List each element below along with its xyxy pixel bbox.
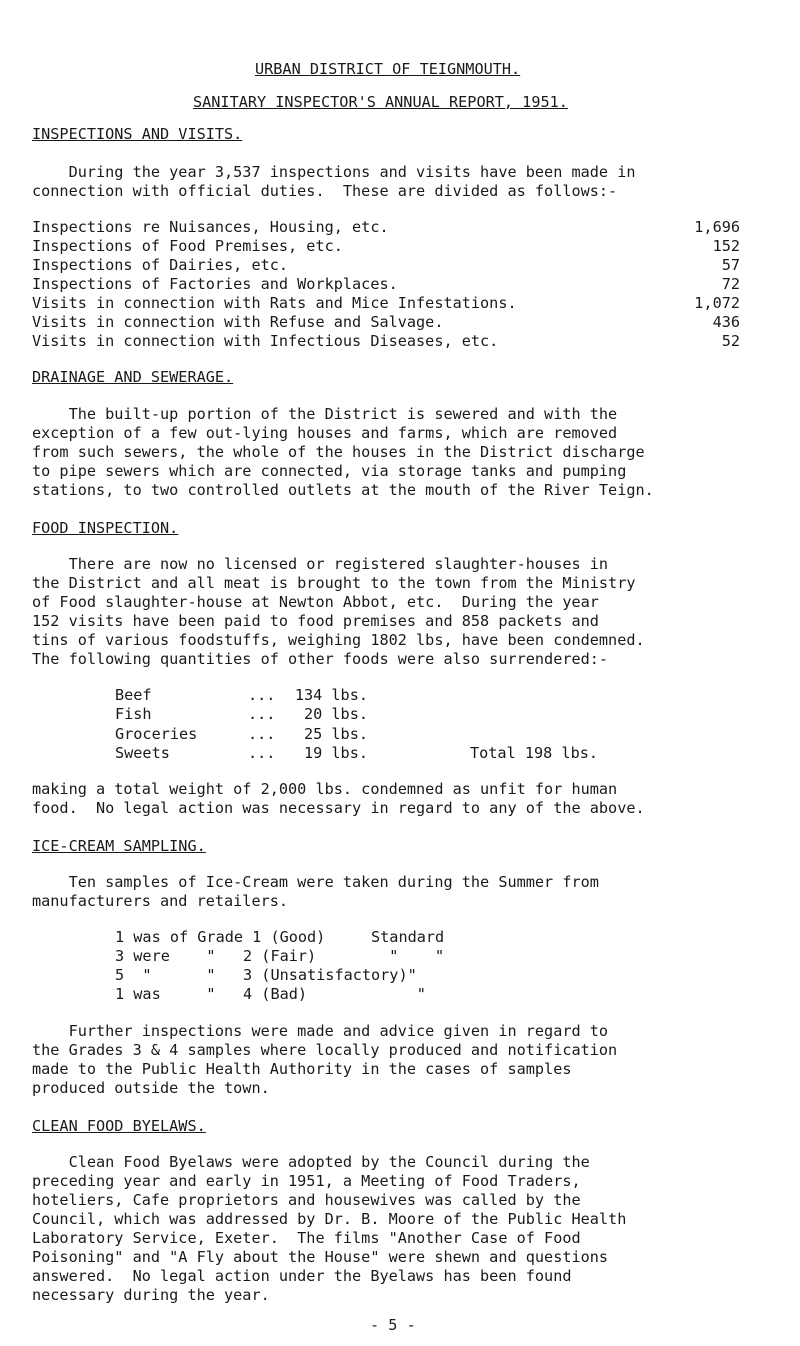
inspection-item-label: Visits in connection with Rats and Mice Infestations.	[32, 294, 517, 313]
byelaws-line: Poisoning" and "A Fly about the House" were shewn and questions	[32, 1248, 609, 1267]
inspection-item-value: 72	[721, 275, 740, 294]
district-title: URBAN DISTRICT OF TEIGNMOUTH.	[255, 60, 521, 78]
icecream-further-line: made to the Public Health Authority in the cases of samples	[32, 1059, 572, 1078]
drainage-line: stations, to two controlled outlets at the mouth of the River Teign.	[32, 480, 654, 499]
icecream-intro-line: manufacturers and retailers.	[32, 892, 289, 911]
page-number: - 5 -	[370, 1316, 416, 1335]
byelaws-line: answered. No legal action under the Byelaws has been found	[32, 1267, 572, 1286]
inspections-heading: INSPECTIONS AND VISITS.	[32, 124, 243, 143]
food-item-dots: ...	[248, 743, 276, 762]
food-line: 152 visits have been paid to food premises and 858 packets and	[32, 612, 599, 631]
food-item-qty: 19 lbs.	[303, 743, 368, 762]
food-item-dots: ...	[248, 686, 276, 705]
food-line: tins of various foodstuffs, weighing 1802 lbs, have been condemned.	[32, 631, 645, 650]
report-title: SANITARY INSPECTOR'S ANNUAL REPORT, 1951.	[193, 93, 568, 111]
inspection-item-label: Inspections re Nuisances, Housing, etc.	[32, 218, 389, 237]
food-closing-line: making a total weight of 2,000 lbs. condemned as unfit for human	[32, 779, 618, 798]
grade-row: 5 " " 3 (Unsatisfactory)"	[115, 966, 417, 985]
food-item-dots: ...	[248, 724, 276, 743]
inspection-item-label: Visits in connection with Infectious Diseases, etc.	[32, 332, 499, 351]
grade-row: 3 were " 2 (Fair) " "	[115, 947, 445, 966]
inspections-intro-line-2: connection with official duties. These are divided as follows:-	[32, 181, 618, 200]
food-item-dots: ...	[248, 705, 276, 724]
food-item-name: Groceries	[115, 724, 198, 743]
inspection-item-value: 52	[721, 332, 740, 351]
inspection-item-label: Inspections of Dairies, etc.	[32, 256, 289, 275]
drainage-line: from such sewers, the whole of the houses in the District discharge	[32, 442, 645, 461]
food-total: Total 198 lbs.	[470, 743, 599, 762]
byelaws-line: Council, which was addressed by Dr. B. Moore of the Public Health	[32, 1210, 627, 1229]
inspection-item-value: 1,072	[694, 294, 740, 313]
inspection-item-label: Visits in connection with Refuse and Salvage.	[32, 313, 444, 332]
icecream-heading: ICE-CREAM SAMPLING.	[32, 836, 206, 855]
icecream-further-line: the Grades 3 & 4 samples where locally produced and notification	[32, 1040, 618, 1059]
icecream-intro-line: Ten samples of Ice-Cream were taken during the Summer from	[32, 873, 599, 892]
inspection-item-label: Inspections of Factories and Workplaces.	[32, 275, 398, 294]
food-closing-line: food. No legal action was necessary in regard to any of the above.	[32, 798, 645, 817]
byelaws-line-overflow: necessary during the year.	[32, 1286, 270, 1305]
food-line: The following quantities of other foods were also surrendered:-	[32, 650, 609, 669]
food-item-qty: 134 lbs.	[294, 686, 368, 705]
inspection-item-value: 1,696	[694, 218, 740, 237]
food-line: There are now no licensed or registered slaughter-houses in	[32, 555, 609, 574]
food-line: the District and all meat is brought to the town from the Ministry	[32, 574, 636, 593]
drainage-line: to pipe sewers which are connected, via storage tanks and pumping	[32, 461, 627, 480]
food-item-name: Beef	[115, 686, 152, 705]
food-item-qty: 25 lbs.	[303, 724, 368, 743]
byelaws-line: hoteliers, Cafe proprietors and housewives was called by the	[32, 1191, 581, 1209]
inspection-item-value: 57	[721, 256, 740, 275]
food-line: of Food slaughter-house at Newton Abbot, etc. During the year	[32, 593, 599, 612]
drainage-heading: DRAINAGE AND SEWERAGE.	[32, 368, 234, 387]
drainage-line: The built-up portion of the District is sewered and with the	[32, 404, 618, 423]
inspection-item-value: 152	[712, 237, 740, 256]
food-item-name: Fish	[115, 705, 152, 724]
grade-row: 1 was " 4 (Bad) "	[115, 985, 426, 1004]
grade-row: 1 was of Grade 1 (Good) Standard	[115, 928, 445, 947]
icecream-further-line: Further inspections were made and advice given in regard to	[32, 1021, 609, 1040]
inspections-intro-line-1: During the year 3,537 inspections and visits have been made in	[32, 162, 636, 181]
byelaws-line: Clean Food Byelaws were adopted by the Council during the	[32, 1152, 590, 1171]
byelaws-line: preceding year and early in 1951, a Meeting of Food Traders,	[32, 1171, 581, 1190]
inspection-item-label: Inspections of Food Premises, etc.	[32, 237, 343, 256]
food-item-qty: 20 lbs.	[303, 705, 368, 724]
byelaws-line: Laboratory Service, Exeter. The films "Another Case of Food	[32, 1229, 581, 1248]
byelaws-heading: CLEAN FOOD BYELAWS.	[32, 1116, 206, 1135]
food-item-name: Sweets	[115, 743, 170, 762]
inspection-item-value: 436	[712, 313, 740, 332]
icecream-further-line: produced outside the town.	[32, 1078, 270, 1097]
food-heading: FOOD INSPECTION.	[32, 518, 179, 537]
drainage-line: exception of a few out-lying houses and farms, which are removed	[32, 423, 618, 442]
